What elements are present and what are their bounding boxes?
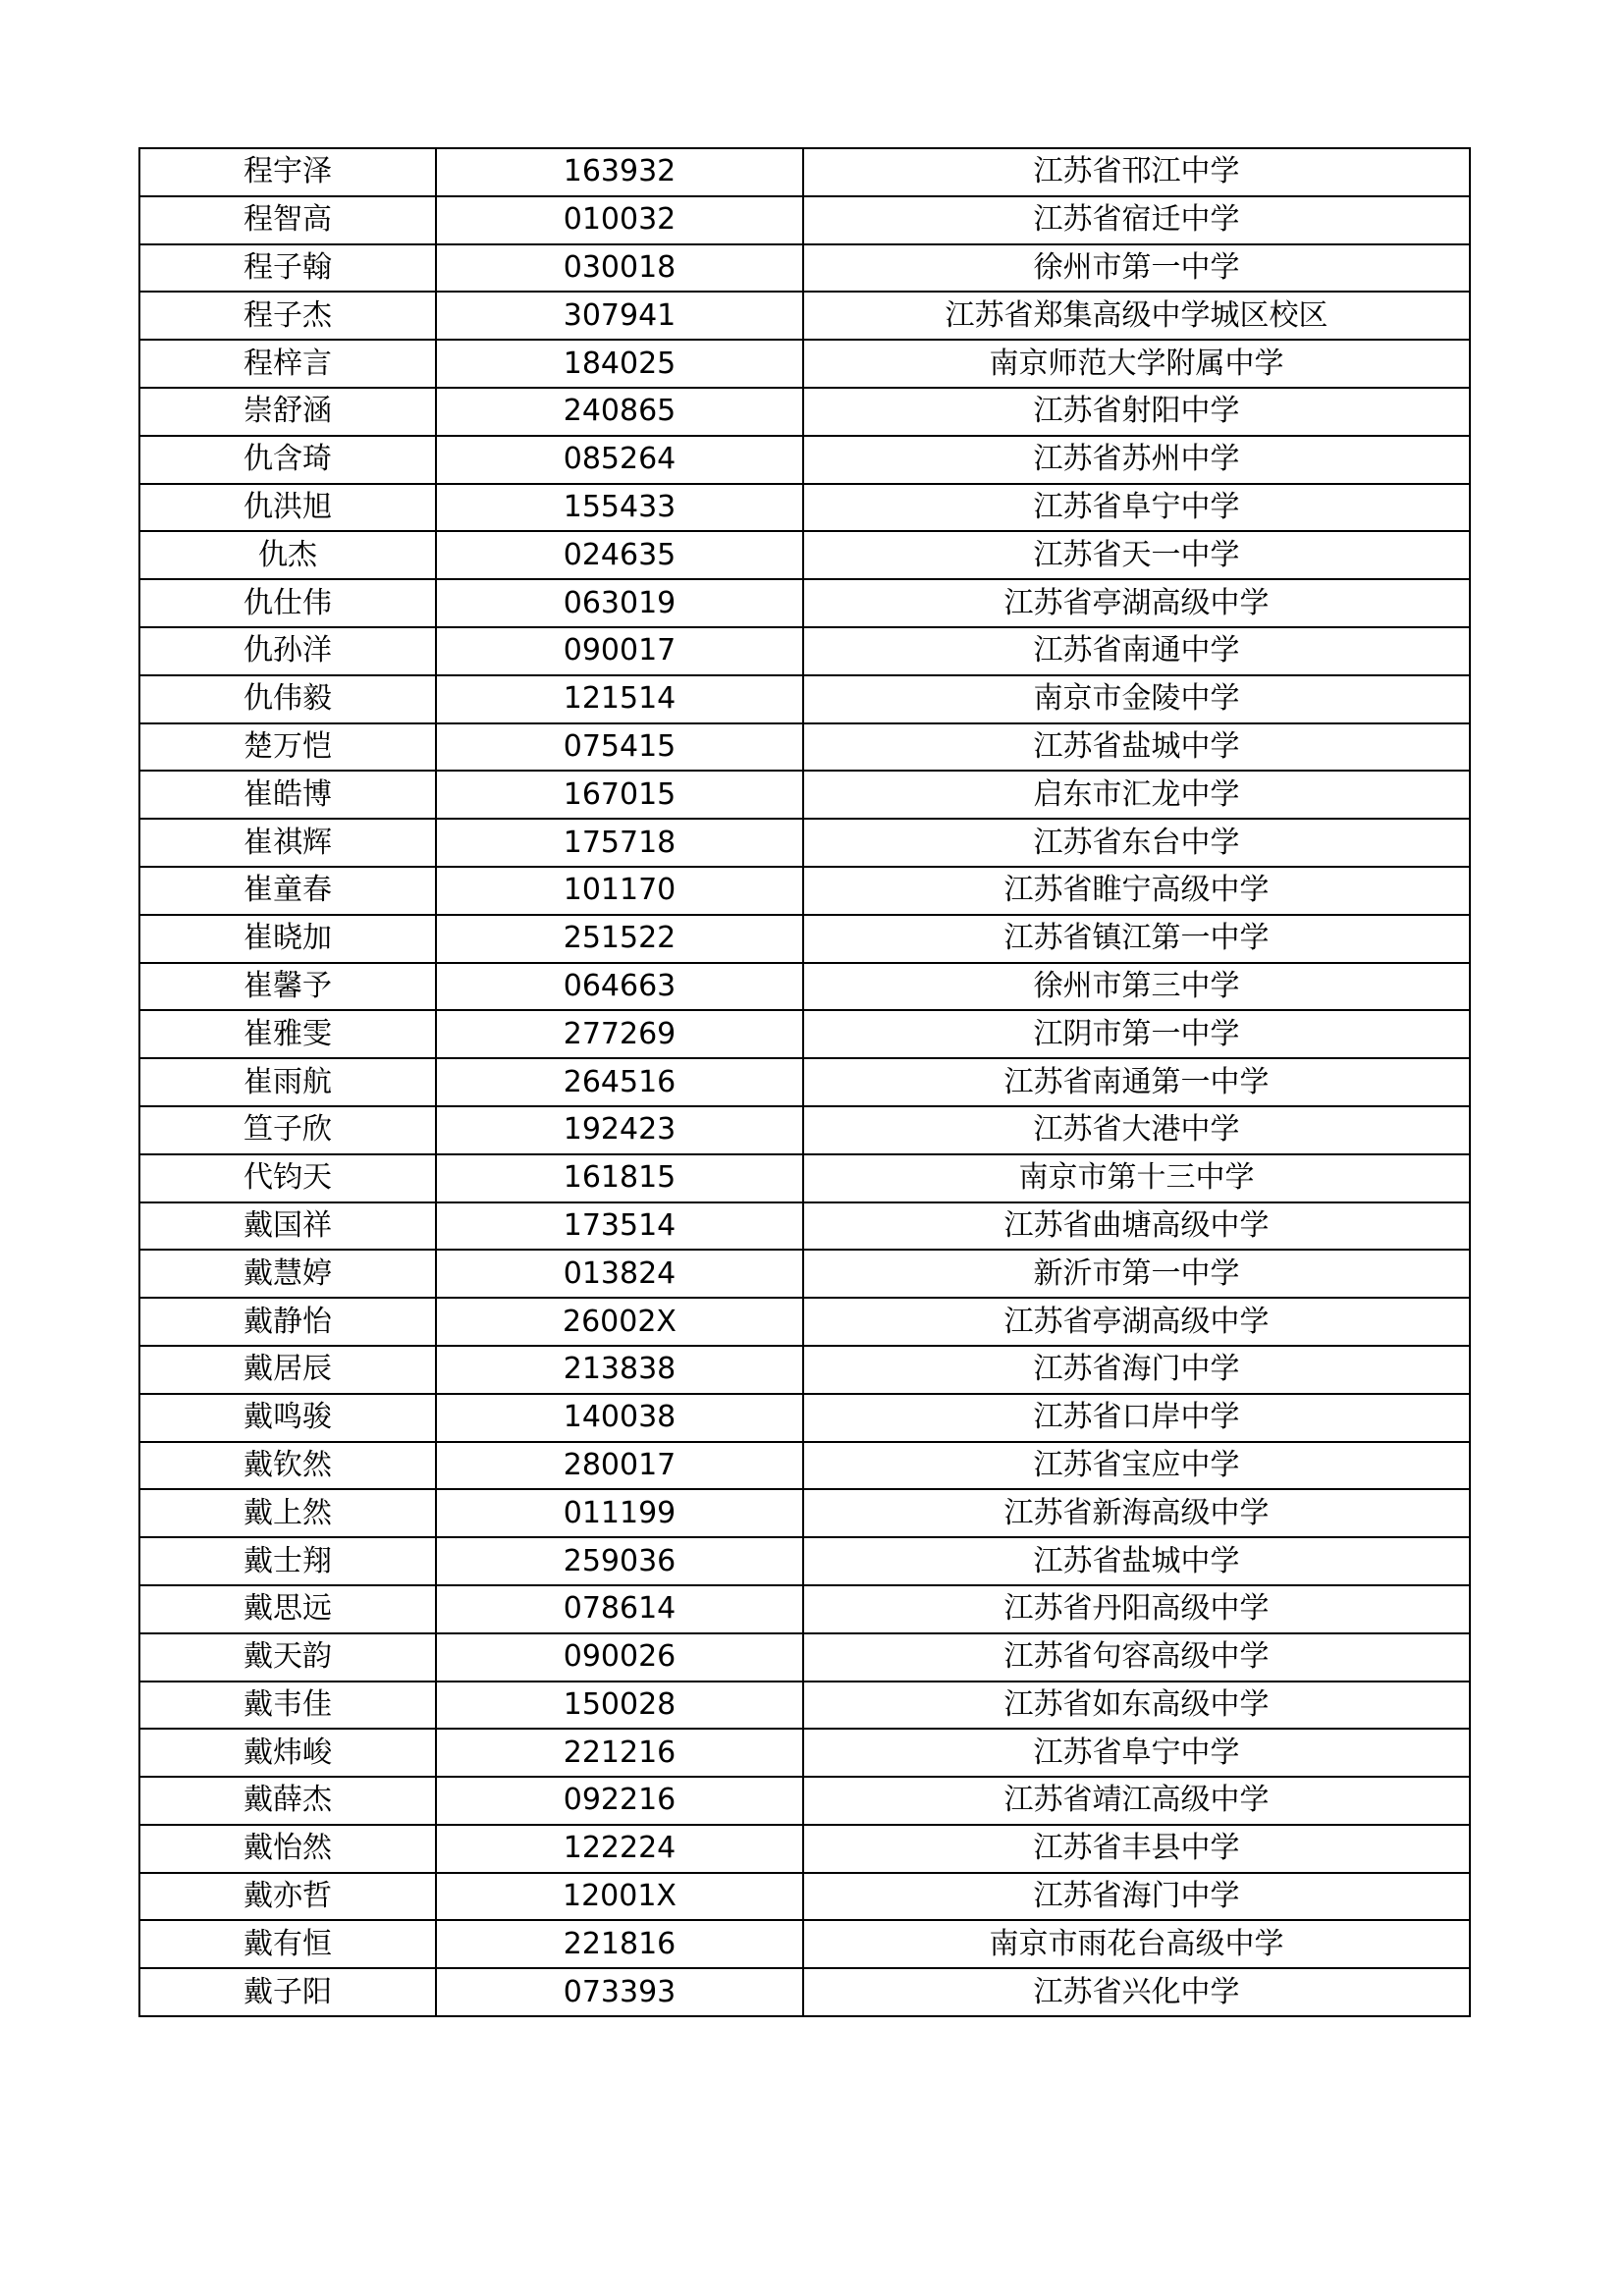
student-id-cell: 163932 xyxy=(436,148,803,196)
student-id-cell: 213838 xyxy=(436,1346,803,1394)
student-name-cell: 崔祺辉 xyxy=(139,819,436,867)
student-name-cell: 仇杰 xyxy=(139,531,436,579)
table-row xyxy=(139,963,1470,1011)
table-row xyxy=(139,244,1470,293)
school-name-cell: 江苏省南通第一中学 xyxy=(803,1058,1470,1106)
student-name-cell: 戴士翔 xyxy=(139,1537,436,1585)
student-id-cell: 150028 xyxy=(436,1682,803,1730)
student-name-cell: 戴子阳 xyxy=(139,1968,436,2016)
student-id-cell: 155433 xyxy=(436,484,803,532)
table-row xyxy=(139,915,1470,963)
roster-table-body xyxy=(139,148,1470,2016)
student-name-cell: 程子杰 xyxy=(139,292,436,340)
student-name-cell: 戴静怡 xyxy=(139,1298,436,1346)
table-row xyxy=(139,1920,1470,1968)
table-row xyxy=(139,196,1470,244)
student-id-cell: 307941 xyxy=(436,292,803,340)
student-name-cell: 崔馨予 xyxy=(139,963,436,1011)
table-row xyxy=(139,436,1470,484)
student-id-cell: 101170 xyxy=(436,867,803,915)
school-name-cell: 江苏省新海高级中学 xyxy=(803,1489,1470,1537)
school-name-cell: 江苏省东台中学 xyxy=(803,819,1470,867)
school-name-cell: 江苏省口岸中学 xyxy=(803,1394,1470,1442)
table-row xyxy=(139,531,1470,579)
student-id-cell: 078614 xyxy=(436,1585,803,1633)
student-name-cell: 崔雅雯 xyxy=(139,1010,436,1058)
school-name-cell: 徐州市第一中学 xyxy=(803,244,1470,293)
table-row xyxy=(139,1250,1470,1298)
student-id-cell: 240865 xyxy=(436,388,803,436)
table-row xyxy=(139,340,1470,388)
table-row xyxy=(139,1682,1470,1730)
school-name-cell: 江苏省盐城中学 xyxy=(803,723,1470,772)
table-row xyxy=(139,627,1470,675)
school-name-cell: 江苏省宝应中学 xyxy=(803,1442,1470,1490)
table-row xyxy=(139,1537,1470,1585)
student-id-cell: 184025 xyxy=(436,340,803,388)
school-name-cell: 江苏省海门中学 xyxy=(803,1346,1470,1394)
student-id-cell: 092216 xyxy=(436,1777,803,1825)
school-name-cell: 江苏省南通中学 xyxy=(803,627,1470,675)
school-name-cell: 新沂市第一中学 xyxy=(803,1250,1470,1298)
table-row xyxy=(139,867,1470,915)
student-name-cell: 戴亦哲 xyxy=(139,1873,436,1921)
student-id-cell: 192423 xyxy=(436,1106,803,1154)
school-name-cell: 江苏省睢宁高级中学 xyxy=(803,867,1470,915)
school-name-cell: 江苏省靖江高级中学 xyxy=(803,1777,1470,1825)
student-name-cell: 崔皓博 xyxy=(139,771,436,819)
student-name-cell: 程梓言 xyxy=(139,340,436,388)
table-row xyxy=(139,675,1470,723)
student-id-cell: 010032 xyxy=(436,196,803,244)
student-name-cell: 戴炜峻 xyxy=(139,1729,436,1777)
student-id-cell: 122224 xyxy=(436,1825,803,1873)
table-row xyxy=(139,388,1470,436)
table-row xyxy=(139,1394,1470,1442)
school-name-cell: 江苏省大港中学 xyxy=(803,1106,1470,1154)
table-row xyxy=(139,1154,1470,1202)
student-name-cell: 戴上然 xyxy=(139,1489,436,1537)
school-name-cell: 江苏省丰县中学 xyxy=(803,1825,1470,1873)
school-name-cell: 徐州市第三中学 xyxy=(803,963,1470,1011)
student-name-cell: 程子翰 xyxy=(139,244,436,293)
student-name-cell: 程宇泽 xyxy=(139,148,436,196)
school-name-cell: 启东市汇龙中学 xyxy=(803,771,1470,819)
student-name-cell: 戴思远 xyxy=(139,1585,436,1633)
school-name-cell: 江苏省天一中学 xyxy=(803,531,1470,579)
table-row xyxy=(139,1058,1470,1106)
student-id-cell: 011199 xyxy=(436,1489,803,1537)
school-name-cell: 南京市第十三中学 xyxy=(803,1154,1470,1202)
student-name-cell: 崔童春 xyxy=(139,867,436,915)
student-name-cell: 仇洪旭 xyxy=(139,484,436,532)
school-name-cell: 江苏省阜宁中学 xyxy=(803,484,1470,532)
student-id-cell: 161815 xyxy=(436,1154,803,1202)
student-name-cell: 戴天韵 xyxy=(139,1633,436,1682)
student-id-cell: 26002X xyxy=(436,1298,803,1346)
table-row xyxy=(139,292,1470,340)
school-name-cell: 江苏省郑集高级中学城区校区 xyxy=(803,292,1470,340)
student-id-cell: 221816 xyxy=(436,1920,803,1968)
student-id-cell: 024635 xyxy=(436,531,803,579)
student-id-cell: 090017 xyxy=(436,627,803,675)
student-name-cell: 戴居辰 xyxy=(139,1346,436,1394)
student-id-cell: 063019 xyxy=(436,579,803,627)
table-row xyxy=(139,1346,1470,1394)
student-name-cell: 仇孙洋 xyxy=(139,627,436,675)
student-name-cell: 仇仕伟 xyxy=(139,579,436,627)
student-name-cell: 戴慧婷 xyxy=(139,1250,436,1298)
student-id-cell: 064663 xyxy=(436,963,803,1011)
school-name-cell: 南京师范大学附属中学 xyxy=(803,340,1470,388)
student-name-cell: 笪子欣 xyxy=(139,1106,436,1154)
student-id-cell: 264516 xyxy=(436,1058,803,1106)
school-name-cell: 江苏省阜宁中学 xyxy=(803,1729,1470,1777)
student-name-cell: 戴鸣骏 xyxy=(139,1394,436,1442)
school-name-cell: 江苏省射阳中学 xyxy=(803,388,1470,436)
table-row xyxy=(139,1873,1470,1921)
school-name-cell: 江苏省宿迁中学 xyxy=(803,196,1470,244)
student-name-cell: 崔晓加 xyxy=(139,915,436,963)
student-id-cell: 259036 xyxy=(436,1537,803,1585)
table-row xyxy=(139,1489,1470,1537)
school-name-cell: 江苏省邗江中学 xyxy=(803,148,1470,196)
student-id-cell: 12001X xyxy=(436,1873,803,1921)
table-row xyxy=(139,1442,1470,1490)
student-id-cell: 073393 xyxy=(436,1968,803,2016)
table-row xyxy=(139,1968,1470,2016)
student-id-cell: 221216 xyxy=(436,1729,803,1777)
table-row xyxy=(139,1010,1470,1058)
school-name-cell: 江苏省兴化中学 xyxy=(803,1968,1470,2016)
student-name-cell: 仇含琦 xyxy=(139,436,436,484)
student-id-cell: 173514 xyxy=(436,1202,803,1251)
student-name-cell: 戴国祥 xyxy=(139,1202,436,1251)
school-name-cell: 江苏省苏州中学 xyxy=(803,436,1470,484)
table-row xyxy=(139,484,1470,532)
student-id-cell: 121514 xyxy=(436,675,803,723)
table-row xyxy=(139,579,1470,627)
student-name-cell: 戴韦佳 xyxy=(139,1682,436,1730)
table-row xyxy=(139,1202,1470,1251)
student-id-cell: 075415 xyxy=(436,723,803,772)
student-id-cell: 251522 xyxy=(436,915,803,963)
student-name-cell: 戴怡然 xyxy=(139,1825,436,1873)
student-name-cell: 崔雨航 xyxy=(139,1058,436,1106)
student-id-cell: 175718 xyxy=(436,819,803,867)
table-row xyxy=(139,148,1470,196)
student-name-cell: 戴有恒 xyxy=(139,1920,436,1968)
school-name-cell: 江苏省如东高级中学 xyxy=(803,1682,1470,1730)
school-name-cell: 江苏省亭湖高级中学 xyxy=(803,1298,1470,1346)
student-id-cell: 030018 xyxy=(436,244,803,293)
table-row xyxy=(139,1777,1470,1825)
table-row xyxy=(139,771,1470,819)
student-id-cell: 140038 xyxy=(436,1394,803,1442)
student-id-cell: 167015 xyxy=(436,771,803,819)
school-name-cell: 江苏省亭湖高级中学 xyxy=(803,579,1470,627)
student-name-cell: 戴钦然 xyxy=(139,1442,436,1490)
student-name-cell: 程智高 xyxy=(139,196,436,244)
student-name-cell: 代钧天 xyxy=(139,1154,436,1202)
table-row xyxy=(139,819,1470,867)
student-name-cell: 戴薛杰 xyxy=(139,1777,436,1825)
table-row xyxy=(139,1825,1470,1873)
school-name-cell: 江苏省海门中学 xyxy=(803,1873,1470,1921)
roster-table xyxy=(138,147,1471,2017)
school-name-cell: 江阴市第一中学 xyxy=(803,1010,1470,1058)
student-name-cell: 仇伟毅 xyxy=(139,675,436,723)
school-name-cell: 江苏省盐城中学 xyxy=(803,1537,1470,1585)
school-name-cell: 南京市雨花台高级中学 xyxy=(803,1920,1470,1968)
school-name-cell: 南京市金陵中学 xyxy=(803,675,1470,723)
school-name-cell: 江苏省曲塘高级中学 xyxy=(803,1202,1470,1251)
school-name-cell: 江苏省镇江第一中学 xyxy=(803,915,1470,963)
school-name-cell: 江苏省丹阳高级中学 xyxy=(803,1585,1470,1633)
student-id-cell: 090026 xyxy=(436,1633,803,1682)
table-row xyxy=(139,1298,1470,1346)
table-row xyxy=(139,723,1470,772)
student-id-cell: 085264 xyxy=(436,436,803,484)
table-row xyxy=(139,1585,1470,1633)
student-id-cell: 277269 xyxy=(436,1010,803,1058)
student-name-cell: 崇舒涵 xyxy=(139,388,436,436)
school-name-cell: 江苏省句容高级中学 xyxy=(803,1633,1470,1682)
student-name-cell: 楚万恺 xyxy=(139,723,436,772)
table-row xyxy=(139,1106,1470,1154)
student-id-cell: 013824 xyxy=(436,1250,803,1298)
table-row xyxy=(139,1633,1470,1682)
student-id-cell: 280017 xyxy=(436,1442,803,1490)
table-row xyxy=(139,1729,1470,1777)
